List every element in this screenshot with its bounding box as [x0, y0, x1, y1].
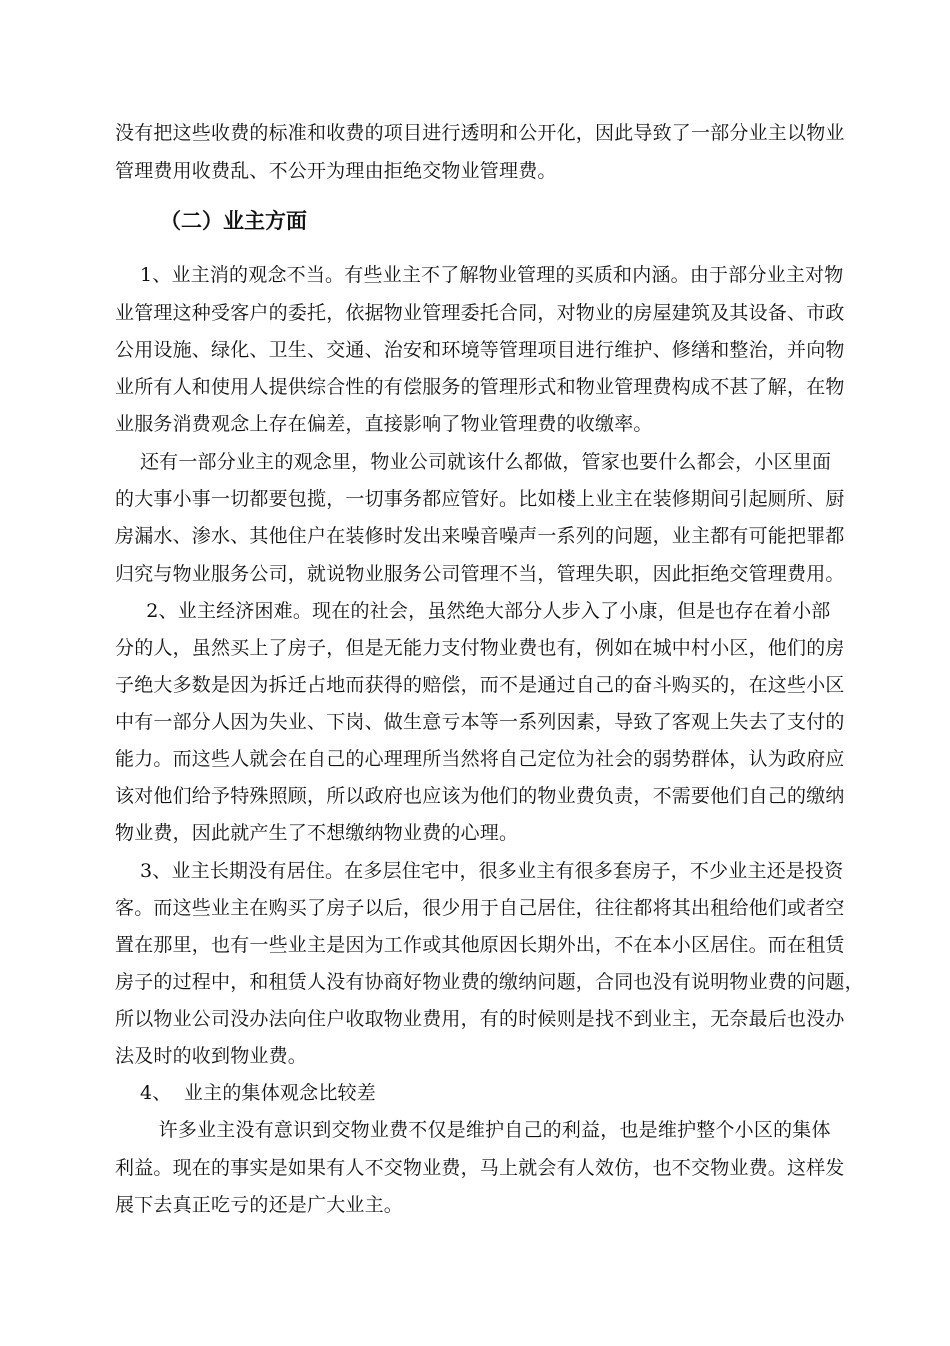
text-line: 4、 业主的集体观念比较差: [115, 1082, 376, 1104]
text-line: 2、业主经济困难。现在的社会，虽然绝大部分人步入了小康，但是也存在着小部: [115, 600, 831, 622]
text-line: 业所有人和使用人提供综合性的有偿服务的管理形式和物业管理费构成不甚了解，在物: [115, 376, 845, 398]
text-line: 归究与物业服务公司，就说物业服务公司管理不当，管理失职，因此拒绝交管理费用。: [115, 563, 845, 585]
text-line: 业服务消费观念上存在偏差，直接影响了物业管理费的收缴率。: [115, 413, 653, 435]
text-line: 所以物业公司没办法向住户收取物业费用，有的时候则是找不到业主，无奈最后也没办: [115, 1008, 845, 1030]
text-line: 许多业主没有意识到交物业费不仅是维护自己的利益，也是维护整个小区的集体: [115, 1119, 831, 1141]
text-line: 的大事小事一切都要包揽，一切事务都应管好。比如楼上业主在装修期间引起厕所、厨: [115, 488, 845, 510]
text-line: 客。而这些业主在购买了房子以后，很少用于自己居住，往往都将其出租给他们或者空: [115, 897, 845, 919]
text-line: 利益。现在的事实是如果有人不交物业费，马上就会有人效仿，也不交物业费。这样发: [115, 1157, 845, 1179]
text-line: 置在那里，也有一些业主是因为工作或其他原因长期外出，不在本小区居住。而在租赁: [115, 934, 845, 956]
text-line: 还有一部分业主的观念里，物业公司就该什么都做，管家也要什么都会，小区里面: [115, 451, 832, 473]
text-line: 房漏水、渗水、其他住户在装修时发出来噪音噪声一系列的问题，业主都有可能把罪都: [115, 525, 845, 547]
text-line: 1、业主消的观念不当。有些业主不了解物业管理的买质和内涵。由于部分业主对物: [115, 264, 844, 286]
text-line: 展下去真正吃亏的还是广大业主。: [115, 1194, 404, 1216]
text-line: 分的人，虽然买上了房子，但是无能力支付物业费也有，例如在城中村小区，他们的房: [115, 637, 845, 659]
text-line: 能力。而这些人就会在自己的心理理所当然将自己定位为社会的弱势群体，认为政府应: [115, 748, 845, 770]
text-line: 中有一部分人因为失业、下岗、做生意亏本等一系列因素，导致了客观上失去了支付的: [115, 711, 845, 733]
text-line: 管理费用收费乱、不公开为理由拒绝交物业管理费。: [115, 160, 557, 182]
text-line: 没有把这些收费的标准和收费的项目进行透明和公开化，因此导致了一部分业主以物业: [115, 122, 845, 144]
text-line: 子绝大多数是因为拆迁占地而获得的赔偿，而不是通过自己的奋斗购买的，在这些小区: [115, 674, 845, 696]
text-line: 业管理这种受客户的委托，依据物业管理委托合同，对物业的房屋建筑及其设备、市政: [115, 302, 845, 324]
text-line: 该对他们给予特殊照顾，所以政府也应该为他们的物业费负责，不需要他们自己的缴纳: [115, 785, 845, 807]
text-line: 物业费，因此就产生了不想缴纳物业费的心理。: [115, 822, 519, 844]
text-line: 公用设施、绿化、卫生、交通、治安和环境等管理项目进行维护、修缮和整治，并向物: [115, 339, 845, 361]
section-heading: （二）业主方面: [160, 209, 307, 233]
text-line: 法及时的收到物业费。: [115, 1045, 308, 1067]
text-line: 3、业主长期没有居住。在多层住宅中，很多业主有很多套房子，不少业主还是投资: [115, 860, 844, 882]
text-line: 房子的过程中，和租赁人没有协商好物业费的缴纳问题，合同也没有说明物业费的问题，: [115, 971, 864, 993]
